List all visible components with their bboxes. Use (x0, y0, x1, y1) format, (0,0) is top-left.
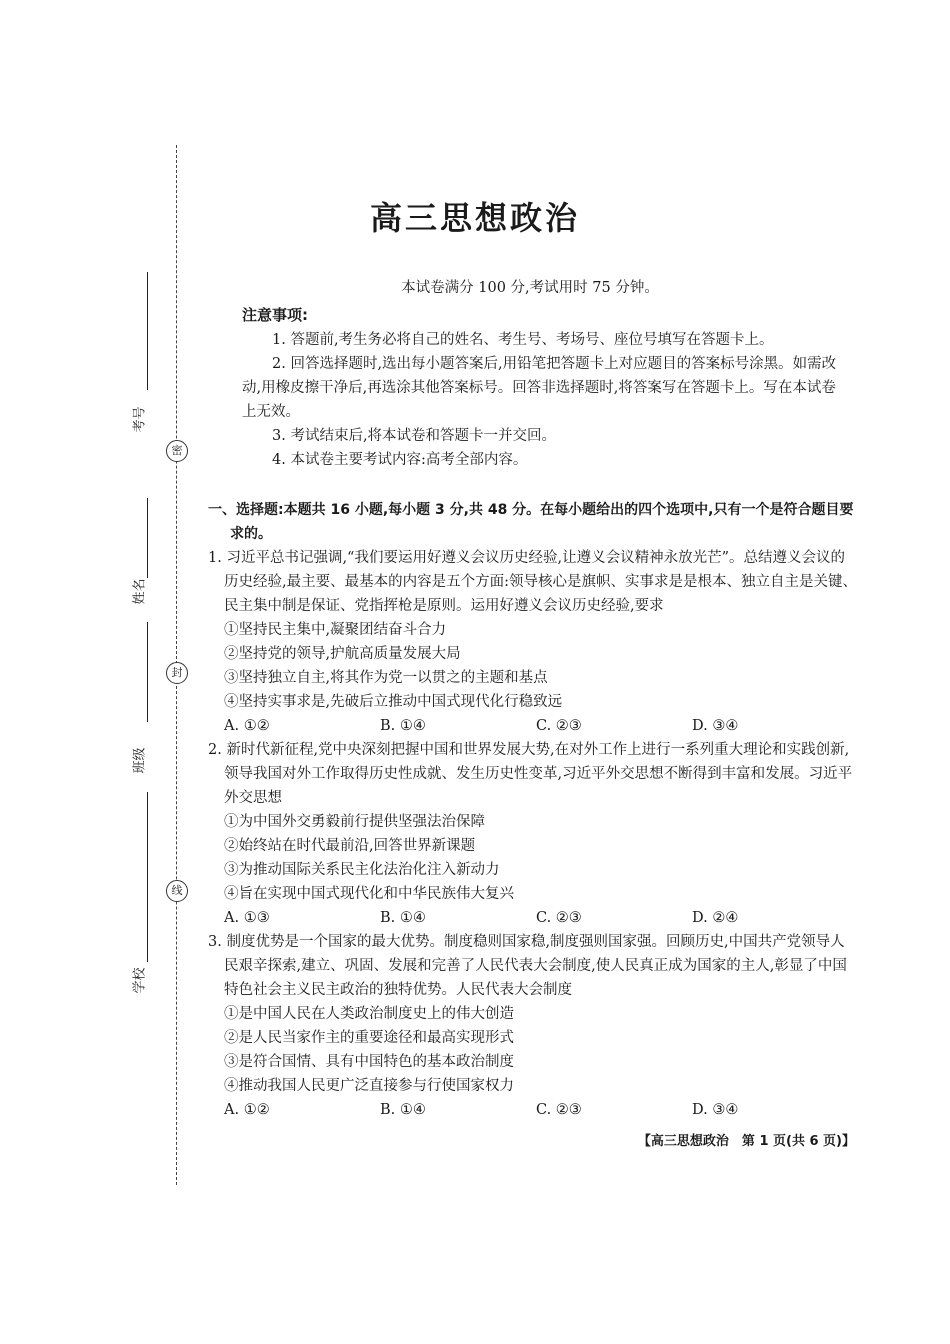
seal-mi: 密 (166, 440, 188, 462)
question-option: ③坚持独立自主,将其作为党一以贯之的主题和基点 (224, 670, 548, 686)
exam-no-label: 考号 (132, 406, 148, 433)
question-option: ④旨在实现中国式现代化和中华民族伟大复兴 (224, 886, 514, 902)
choice-d: D. ③④ (692, 1102, 739, 1118)
question-stem: 3. 制度优势是一个国家的最大优势。制度稳则国家稳,制度强则国家强。回顾历史,中国共产党领导人民艰辛探索,建立、巩固、发展和完善了人民代表大会制度,使人民真正成为国家的主人,彰显了中国特色社会主义民主政治的独特优势。人民代表大会制度 (208, 934, 847, 998)
notice-list (242, 328, 842, 472)
choice-c: C. ②③ (536, 1102, 582, 1118)
answer-choices (224, 906, 858, 930)
question-stem: 1. 习近平总书记强调,“我们要运用好遵义会议历史经验,让遵义会议精神永放光芒”。总结遵义会议的历史经验,最主要、最基本的内容是五个方面:领导核心是旗帜、实事求是是根本、独立自主是关键、民主集中制是保证、党指挥枪是原则。运用好遵义会议历史经验,要求 (208, 550, 857, 614)
question-option: ①是中国人民在人类政治制度史上的伟大创造 (224, 1006, 514, 1022)
notice-item: 4. 本试卷主要考试内容:高考全部内容。 (272, 452, 528, 468)
question-option: ③是符合国情、具有中国特色的基本政治制度 (224, 1054, 514, 1070)
school-underline (147, 792, 148, 962)
name-label: 姓名 (132, 578, 148, 605)
seal-xian: 线 (166, 880, 188, 902)
question-option: ①坚持民主集中,凝聚团结奋斗合力 (224, 622, 447, 638)
notice-item: 1. 答题前,考生务必将自己的姓名、考生号、考场号、座位号填写在答题卡上。 (272, 332, 774, 348)
notice-item: 3. 考试结束后,将本试卷和答题卡一并交回。 (272, 428, 557, 444)
choice-a: A. ①② (224, 718, 270, 734)
choice-c: C. ②③ (536, 910, 582, 926)
school-label: 学校 (132, 967, 148, 994)
question-option: ④坚持实事求是,先破后立推动中国式现代化行稳致远 (224, 694, 563, 710)
question-option: ③为推动国际关系民主化法治化注入新动力 (224, 862, 500, 878)
choice-b: B. ①④ (380, 1102, 426, 1118)
page-title: 高三思想政治 (369, 199, 580, 237)
question-option: ②始终站在时代最前沿,回答世界新课题 (224, 838, 476, 854)
notice-heading: 注意事项: (242, 306, 308, 324)
choice-d: D. ②④ (692, 910, 739, 926)
question-3 (208, 930, 858, 1122)
class-underline (147, 622, 148, 722)
class-label: 班级 (132, 747, 148, 774)
choice-a: A. ①② (224, 1102, 270, 1118)
answer-choices (224, 714, 858, 738)
choice-c: C. ②③ (536, 718, 582, 734)
question-stem: 2. 新时代新征程,党中央深刻把握中国和世界发展大势,在对外工作上进行一系列重大理论和实践创新,领导我国对外工作取得历史性成就、发生历史性变革,习近平外交思想不断得到丰富和发展。习近平外交思想 (208, 742, 853, 806)
question-2 (208, 738, 858, 930)
question-1 (208, 546, 858, 738)
choice-b: B. ①④ (380, 910, 426, 926)
section-heading: 一、选择题:本题共 16 小题,每小题 3 分,共 48 分。在每小题给出的四个选项中,只有一个是符合题目要求的。 (208, 502, 854, 542)
seal-feng: 封 (166, 662, 188, 684)
choice-d: D. ③④ (692, 718, 739, 734)
exam-info: 本试卷满分 100 分,考试用时 75 分钟。 (401, 280, 659, 296)
choice-a: A. ①③ (224, 910, 270, 926)
question-option: ②是人民当家作主的重要途径和最高实现形式 (224, 1030, 514, 1046)
section-one (208, 498, 858, 1122)
question-option: ①为中国外交勇毅前行提供坚强法治保障 (224, 814, 485, 830)
question-option: ④推动我国人民更广泛直接参与行使国家权力 (224, 1078, 514, 1094)
choice-b: B. ①④ (380, 718, 426, 734)
question-option: ②坚持党的领导,护航高质量发展大局 (224, 646, 461, 662)
notice-item: 2. 回答选择题时,选出每小题答案后,用铅笔把答题卡上对应题目的答案标号涂黑。如需改动,用橡皮擦干净后,再选涂其他答案标号。回答非选择题时,将答案写在答题卡上。写在本试卷上无效。 (242, 356, 837, 420)
page-footer: 【高三思想政治 第 1 页(共 6 页)】 (637, 1134, 855, 1149)
answer-choices (224, 1098, 858, 1122)
